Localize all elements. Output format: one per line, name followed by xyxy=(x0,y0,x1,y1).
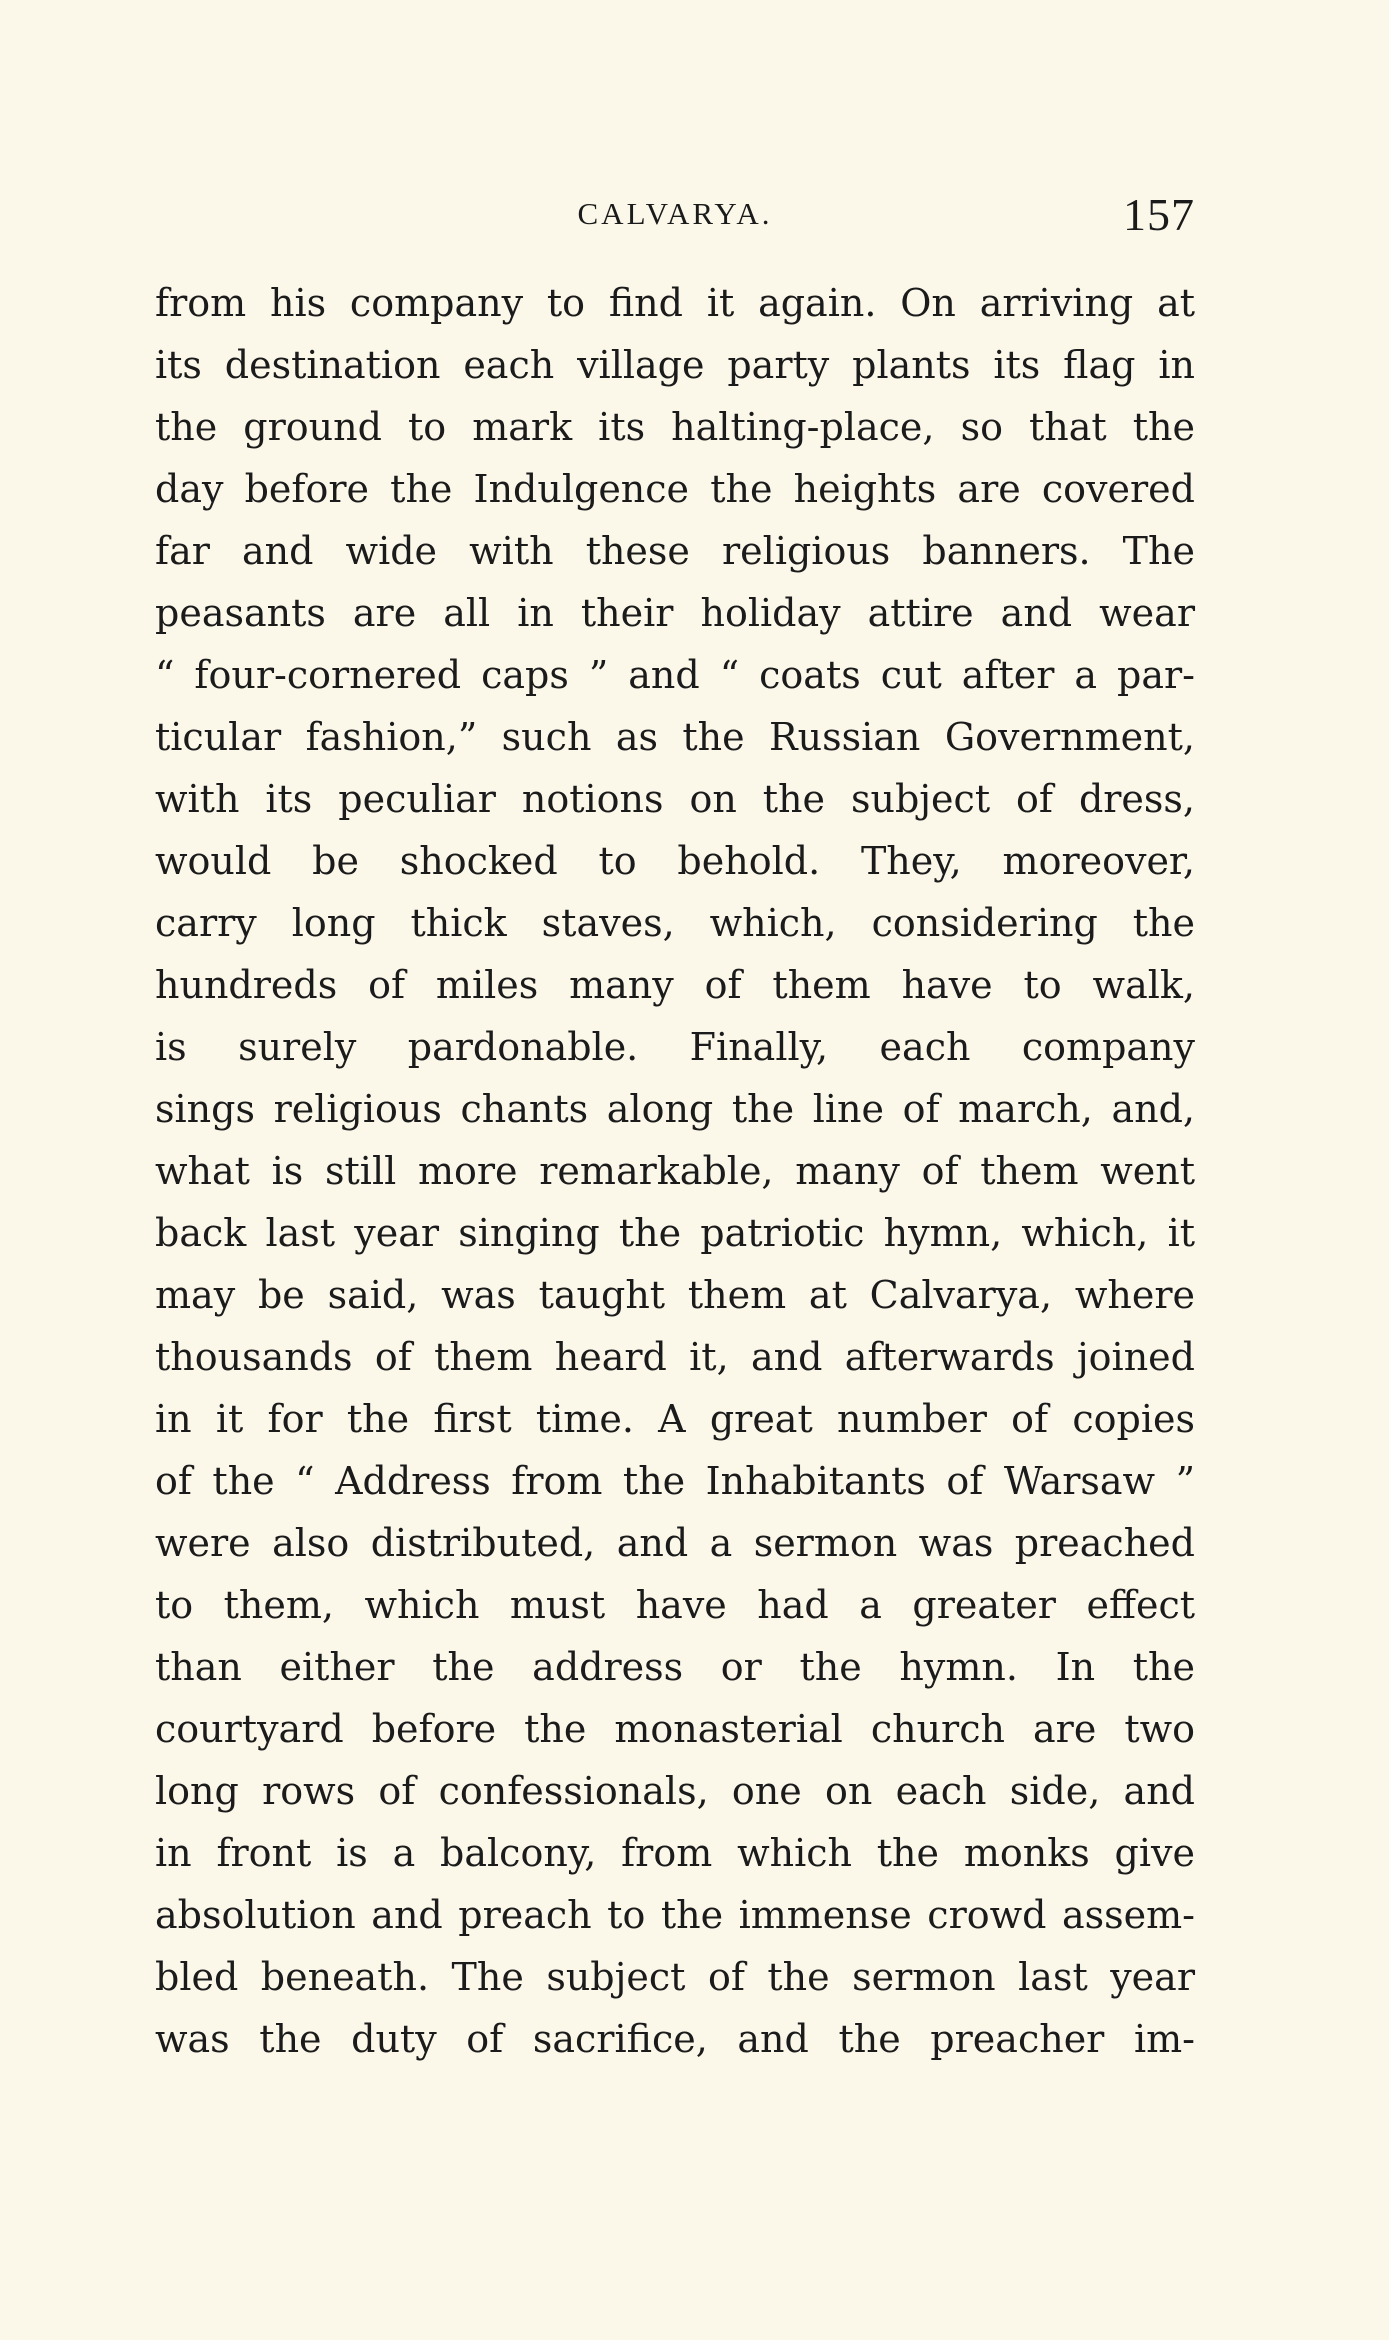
text-line: hundreds of miles many of them have to walk, xyxy=(155,963,1195,1007)
text-line: day before the Indulgence the heights are covered xyxy=(155,467,1195,511)
running-title: CALVARYA. xyxy=(577,196,773,231)
text-line: back last year singing the patriotic hymn, which, it xyxy=(155,1211,1195,1255)
text-line: would be shocked to behold. They, moreover, xyxy=(155,839,1195,883)
text-line: its destination each village party plants its flag in xyxy=(155,343,1195,387)
text-line: thousands of them heard it, and afterwards joined xyxy=(155,1335,1195,1379)
text-line: were also distributed, and a sermon was preached xyxy=(155,1521,1195,1565)
text-line: absolution and preach to the immense crowd assem- xyxy=(155,1893,1195,1937)
text-line: to them, which must have had a greater effect xyxy=(155,1583,1195,1627)
running-head xyxy=(155,188,1195,248)
text-line: “ four-cornered caps ” and “ coats cut after a par- xyxy=(155,653,1195,697)
text-line: what is still more remarkable, many of them went xyxy=(155,1149,1195,1193)
text-line: of the “ Address from the Inhabitants of Warsaw ” xyxy=(155,1459,1195,1503)
text-line: ticular fashion,” such as the Russian Government, xyxy=(155,715,1195,759)
text-line: in it for the first time. A great number of copies xyxy=(155,1397,1195,1441)
text-line: with its peculiar notions on the subject of dress, xyxy=(155,777,1195,821)
text-line: from his company to find it again. On arriving at xyxy=(155,281,1195,325)
text-line: far and wide with these religious banners. The xyxy=(155,529,1195,573)
text-line: courtyard before the monasterial church are two xyxy=(155,1707,1195,1751)
text-line: than either the address or the hymn. In the xyxy=(155,1645,1195,1689)
text-line: is surely pardonable. Finally, each company xyxy=(155,1025,1195,1069)
text-line: was the duty of sacrifice, and the preacher im- xyxy=(155,2017,1195,2061)
text-line: may be said, was taught them at Calvarya, where xyxy=(155,1273,1195,1317)
text-line: long rows of confessionals, one on each side, and xyxy=(155,1769,1195,1813)
text-line: peasants are all in their holiday attire and wear xyxy=(155,591,1195,635)
text-line: the ground to mark its halting-place, so that the xyxy=(155,405,1195,449)
text-line: bled beneath. The subject of the sermon last year xyxy=(155,1955,1195,1999)
text-line: sings religious chants along the line of march, and, xyxy=(155,1087,1195,1131)
body-text xyxy=(155,272,1195,2070)
text-line: in front is a balcony, from which the monks give xyxy=(155,1831,1195,1875)
text-line: carry long thick staves, which, considering the xyxy=(155,901,1195,945)
page-number: 157 xyxy=(1123,189,1195,240)
